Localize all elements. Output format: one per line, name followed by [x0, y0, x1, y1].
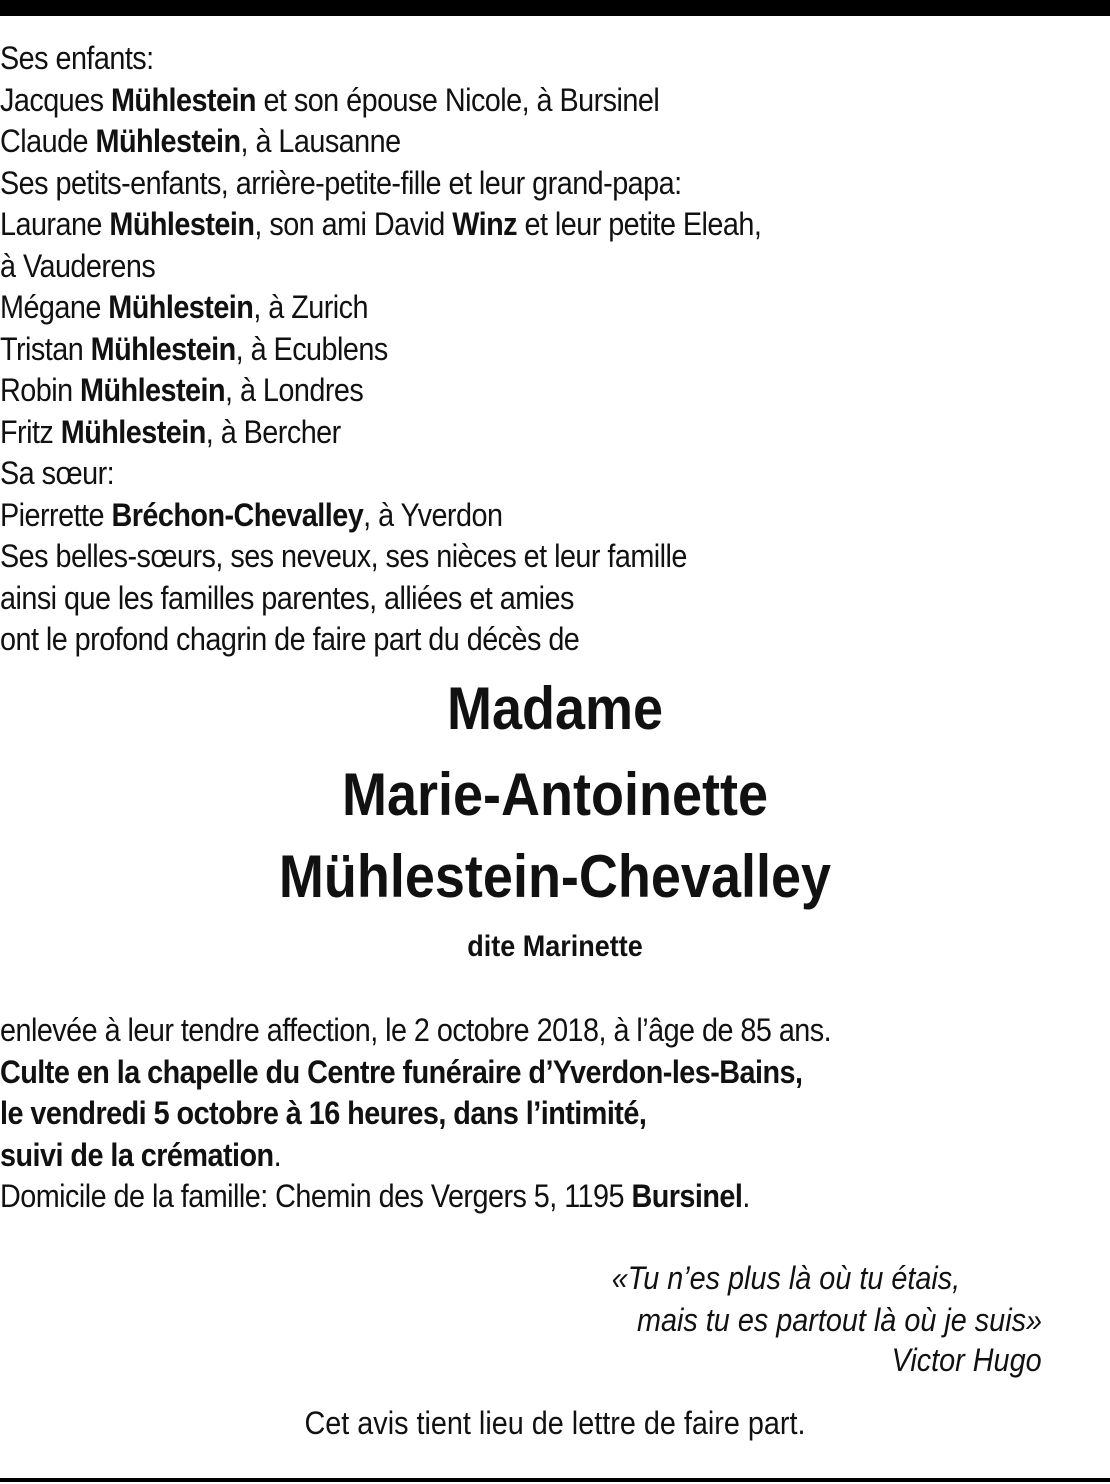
- family-line: [0, 246, 761, 288]
- text: ainsi que les familles parentes, alliées et amies: [0, 579, 574, 616]
- deceased-nickname: dite Marinette: [467, 930, 643, 963]
- text: Pierrette: [0, 496, 112, 533]
- detail-line: [0, 1093, 831, 1135]
- family-line: [0, 38, 761, 80]
- text: et son épouse Nicole, à Bursinel: [255, 81, 660, 118]
- text: , à Lausanne: [240, 123, 401, 159]
- text: Mégane: [0, 289, 109, 325]
- family-line: [0, 412, 761, 454]
- text: , à Yverdon: [363, 496, 503, 533]
- text: Jacques: [0, 81, 111, 118]
- detail-line: [0, 1176, 831, 1218]
- family-line: [0, 453, 761, 495]
- deceased-first-name: Marie-Antoinette: [341, 761, 769, 828]
- family-line: [0, 204, 761, 246]
- bold-text: Mühlestein: [60, 413, 206, 450]
- quote-line-2: mais tu es partout là où je suis»: [636, 1302, 1042, 1338]
- top-rule: [0, 0, 1110, 16]
- bold-text: Winz: [452, 206, 518, 242]
- family-line: [0, 619, 761, 661]
- bold-text: Mühlestein: [108, 289, 254, 325]
- text: Laurane: [0, 206, 110, 242]
- text: Ses enfants:: [0, 40, 154, 76]
- text: Ses belles-sœurs, ses neveux, ses nièces et leur famille: [0, 538, 687, 574]
- bold-text: Mühlestein: [95, 123, 241, 159]
- text: enlevée à leur tendre affection, le 2 octobre 2018, à l’âge de 85 ans.: [0, 1012, 832, 1048]
- bold-text: suivi de la crémation: [0, 1136, 274, 1173]
- bold-text: Mühlestein: [110, 81, 256, 118]
- detail-line: [0, 1010, 831, 1052]
- text: .: [273, 1136, 282, 1173]
- text: Sa sœur:: [0, 455, 115, 491]
- bold-text: Mühlestein: [109, 206, 255, 242]
- text: Domicile de la famille: Chemin des Vergers 5, 1195: [0, 1178, 632, 1214]
- text: à Vauderens: [0, 247, 156, 284]
- deceased-honorific: Madame: [446, 675, 664, 742]
- family-line: [0, 121, 761, 163]
- family-line: [0, 495, 761, 537]
- bold-text: Mühlestein: [80, 372, 226, 408]
- bold-text: Bursinel: [631, 1178, 743, 1214]
- bold-text: Bréchon-Chevalley: [111, 496, 364, 533]
- text: , à Zurich: [253, 289, 368, 325]
- bold-text: Culte en la chapelle du Centre funéraire d’Yverdon-les-Bains,: [0, 1053, 803, 1090]
- text: , son ami David: [254, 206, 453, 242]
- family-line: [0, 370, 761, 412]
- bold-text: le vendredi 5 octobre à 16 heures, dans l’intimité,: [0, 1095, 647, 1131]
- ceremony-details: [0, 1010, 923, 1218]
- text: Robin: [0, 372, 81, 408]
- text: , à Londres: [225, 372, 364, 408]
- family-line: [0, 329, 761, 371]
- detail-line: [0, 1135, 831, 1177]
- family-list: [0, 38, 846, 661]
- text: Fritz: [0, 413, 61, 450]
- text: Claude: [0, 123, 96, 159]
- bottom-rule: [0, 1478, 1110, 1482]
- deceased-last-name: Mühlestein-Chevalley: [278, 843, 832, 910]
- family-line: [0, 536, 761, 578]
- bold-text: Mühlestein: [90, 330, 236, 367]
- text: Tristan: [0, 330, 91, 367]
- family-line: [0, 163, 761, 205]
- text: .: [742, 1178, 750, 1214]
- family-line: [0, 80, 761, 122]
- text: et leur petite Eleah,: [517, 206, 762, 242]
- family-line: [0, 287, 761, 329]
- closing-note: Cet avis tient lieu de lettre de faire part.: [304, 1405, 806, 1441]
- quote-line-1: «Tu n’es plus là où tu étais,: [611, 1260, 960, 1296]
- family-line: [0, 578, 761, 620]
- text: ont le profond chagrin de faire part du décès de: [0, 621, 580, 657]
- quote-author: Victor Hugo: [892, 1342, 1042, 1378]
- text: , à Bercher: [205, 413, 341, 450]
- text: , à Ecublens: [235, 330, 388, 367]
- text: Ses petits-enfants, arrière-petite-fille et leur grand-papa:: [0, 164, 682, 201]
- detail-line: [0, 1052, 831, 1094]
